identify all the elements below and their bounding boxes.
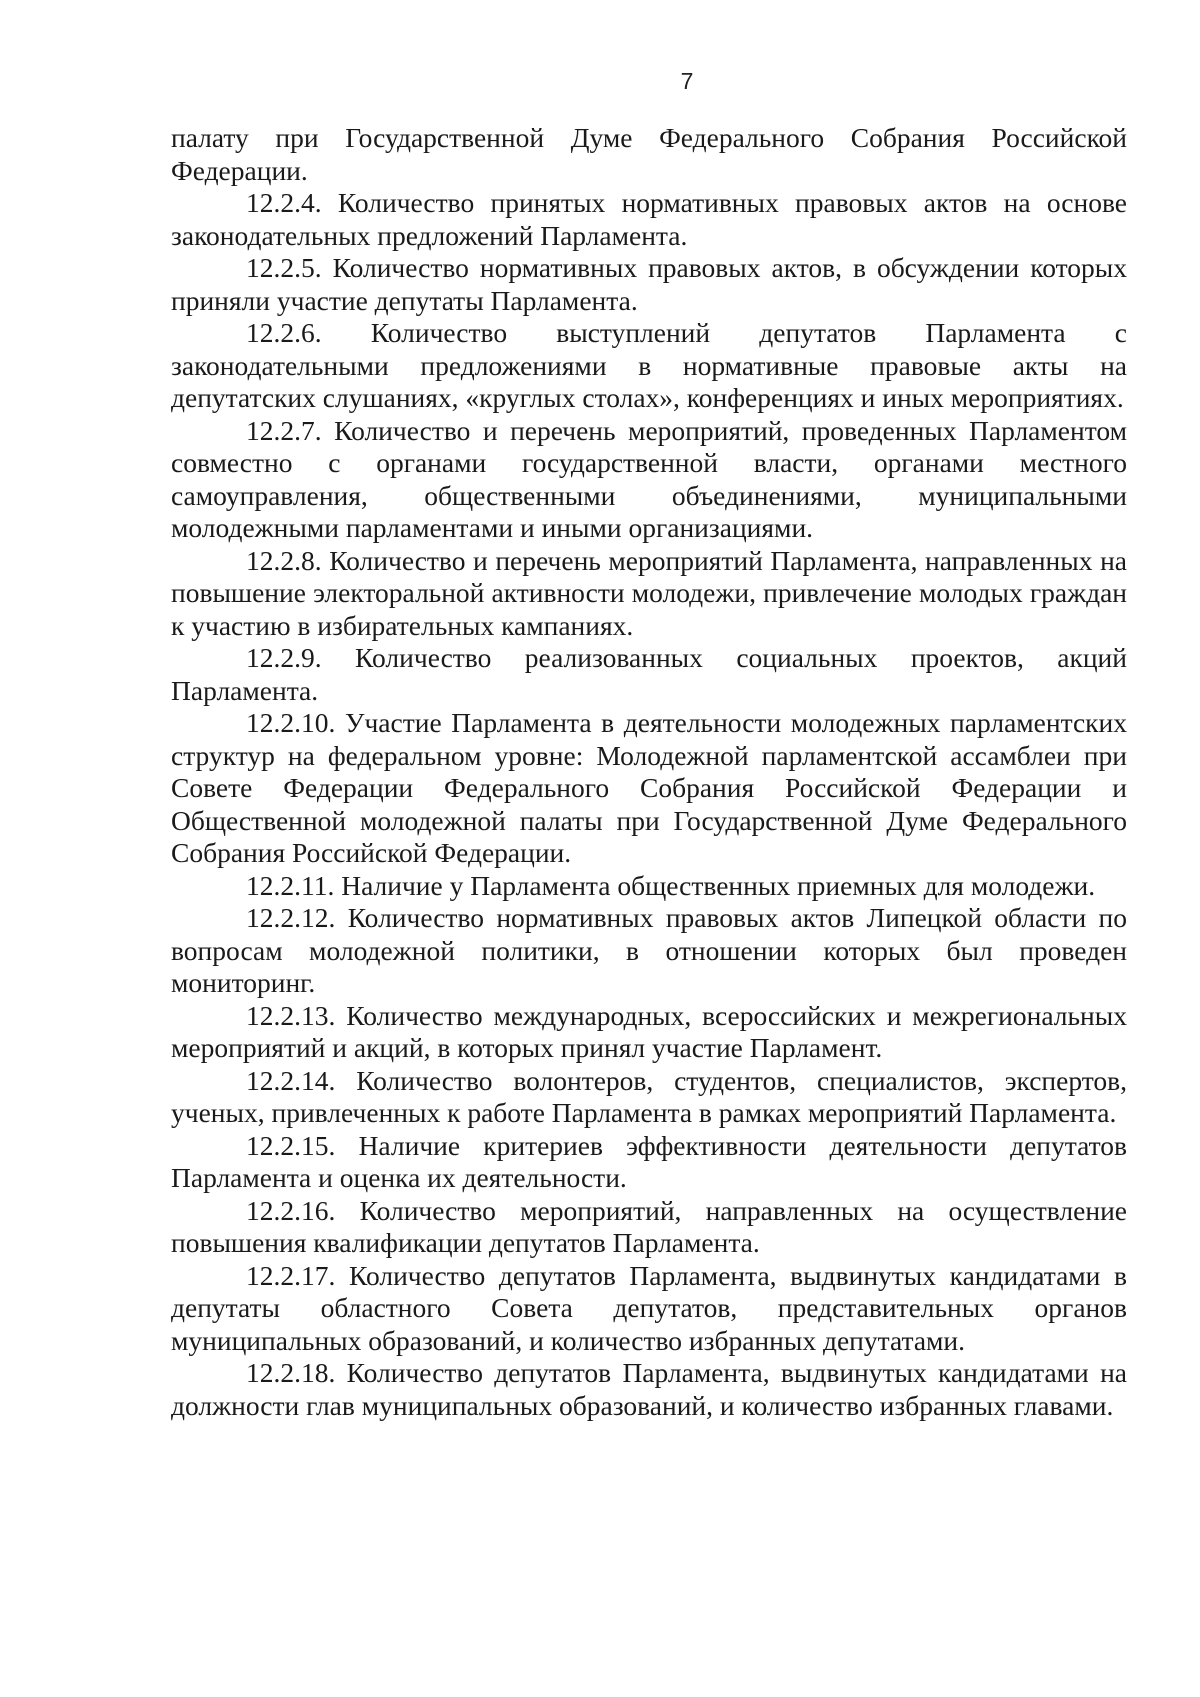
paragraph-12-2-11: 12.2.11. Наличие у Парламента общественных приемных для молодежи.: [246, 869, 1096, 901]
paragraph-12-2-17: 12.2.17. Количество депутатов Парламента, выдвинутых кандидатами в депутаты областного Совета депутатов, представительных органов муниципальных образований, и количество избранных депутатами.: [171, 1259, 1127, 1356]
paragraph-12-2-5: 12.2.5. Количество нормативных правовых актов, в обсуждении которых приняли участие депутаты Парламента.: [171, 252, 1127, 316]
paragraph-12-2-9: 12.2.9. Количество реализованных социальных проектов, акций Парламента.: [171, 642, 1127, 706]
paragraph-12-2-8: 12.2.8. Количество и перечень мероприятий Парламента, направленных на повышение электоральной активности молодежи, привлечение молодых граждан к участию в избирательных кампаниях.: [171, 544, 1127, 641]
paragraph-12-2-12: 12.2.12. Количество нормативных правовых актов Липецкой области по вопросам молодежной политики, в отношении которых был проведен мониторинг.: [171, 902, 1127, 998]
paragraph-12-2-7: 12.2.7. Количество и перечень мероприятий, проведенных Парламентом совместно с органами государственной власти, органами местного самоуправления, общественными объединениями, муниципальными молодежными парламентами и иными организациями.: [171, 414, 1127, 543]
page-number: 7: [680, 68, 694, 94]
paragraph-12-2-6: 12.2.6. Количество выступлений депутатов Парламента с законодательными предложениями в нормативные правовые акты на депутатских слушаниях, «круглых столах», конференциях и иных мероприятиях.: [171, 317, 1127, 413]
paragraph-continuation: палату при Государственной Думе Федерального Собрания Российской Федерации.: [171, 122, 1127, 186]
paragraph-12-2-15: 12.2.15. Наличие критериев эффективности деятельности депутатов Парламента и оценка их деятельности.: [171, 1129, 1127, 1193]
paragraph-12-2-16: 12.2.16. Количество мероприятий, направленных на осуществление повышения квалификации депутатов Парламента.: [171, 1194, 1127, 1258]
paragraph-12-2-10: 12.2.10. Участие Парламента в деятельности молодежных парламентских структур на федеральном уровне: Молодежной парламентской ассамблеи при Совете Федерации Федерального Собрания Российской Федерации и Общественной молодежной палаты при Государственной Думе Федерального Собрания Российской Федерации.: [171, 707, 1127, 868]
paragraph-12-2-4: 12.2.4. Количество принятых нормативных правовых актов на основе законодательных предложений Парламента.: [171, 187, 1127, 251]
paragraph-12-2-18: 12.2.18. Количество депутатов Парламента, выдвинутых кандидатами на должности глав муниципальных образований, и количество избранных главами.: [171, 1357, 1127, 1421]
document-body: [171, 122, 1127, 1422]
paragraph-12-2-13: 12.2.13. Количество международных, всероссийских и межрегиональных мероприятий и акций, в которых принял участие Парламент.: [171, 999, 1127, 1063]
paragraph-12-2-14: 12.2.14. Количество волонтеров, студентов, специалистов, экспертов, ученых, привлеченных к работе Парламента в рамках мероприятий Парламента.: [171, 1064, 1127, 1128]
